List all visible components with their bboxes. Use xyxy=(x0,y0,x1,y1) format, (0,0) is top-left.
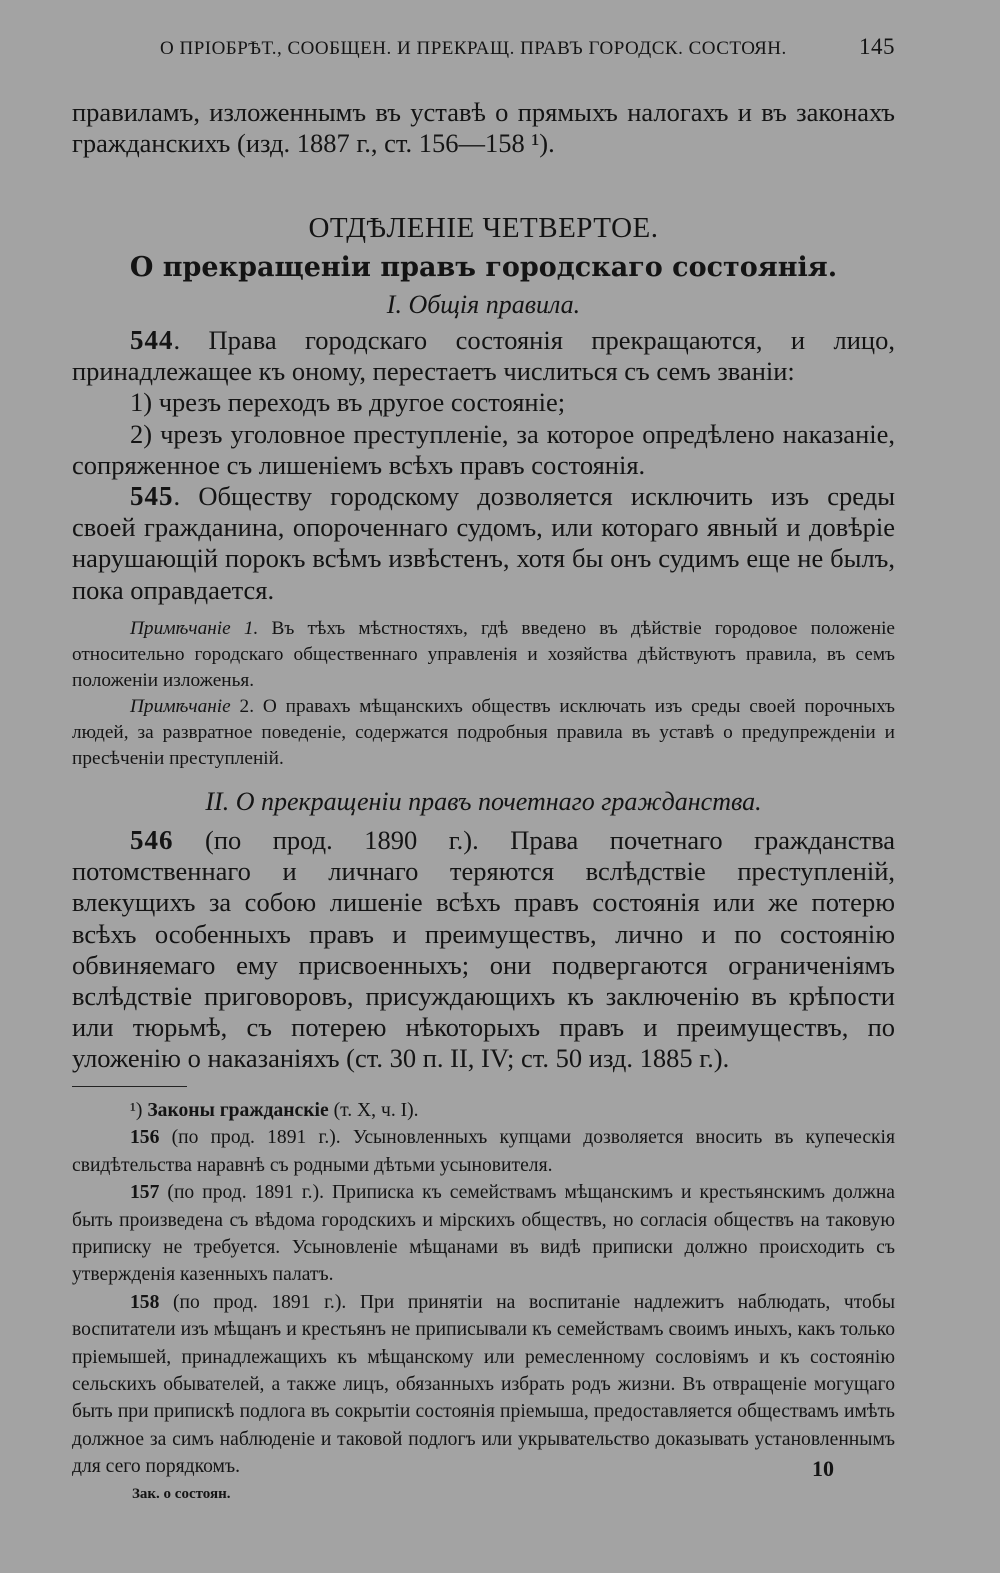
article-545 xyxy=(72,481,895,606)
running-title: О ПРІОБРѢТ., СООБЩЕН. И ПРЕКРАЩ. ПРАВЪ ГОРОДСК. СОСТОЯН. xyxy=(160,38,787,59)
note-text: Въ тѣхъ мѣстностяхъ, гдѣ введено въ дѣйствіе городовое положеніе относительно городскаго общественнаго управленія и хозяйства дѣйствуютъ правила, въ семъ положеніи изложенья. xyxy=(72,617,895,691)
sheet-number: 10 xyxy=(812,1456,834,1481)
note-1 xyxy=(72,616,895,694)
main-text xyxy=(72,97,895,1075)
article-544 xyxy=(72,325,895,387)
note-text: 2. О правахъ мѣщанскихъ обществъ исключать изъ среды своей порочныхъ людей, за развратное поведеніе, содержатся подробныя правила въ уставѣ о предупрежденіи и пресѣченіи преступленій. xyxy=(72,695,895,769)
article-544-item-2: 2) чрезъ уголовное преступленіе, за которое опредѣлено наказаніе, сопряженное съ лишеніемъ всѣхъ правъ состоянія. xyxy=(72,418,895,480)
footnote-heading xyxy=(72,1097,895,1124)
article-number: 545 xyxy=(130,481,174,512)
footnote-article-157 xyxy=(72,1179,895,1289)
footnote-article-158 xyxy=(72,1289,895,1481)
footnote-marker: ¹) xyxy=(130,1100,143,1121)
footnote-article-number: 156 xyxy=(130,1127,160,1149)
section-subtitle: О прекращеніи правъ городскаго состоянія. xyxy=(129,251,838,283)
footnote-article-number: 158 xyxy=(130,1291,160,1313)
note-2 xyxy=(72,694,895,772)
footnote-article-number: 157 xyxy=(130,1182,160,1204)
carryover-paragraph: правиламъ, изложеннымъ въ уставѣ о прямыхъ налогахъ и въ законахъ гражданскихъ (изд. 1887 г., ст. 156—158 ¹). xyxy=(72,97,895,159)
footnote-article-text: (по прод. 1891 г.). Приписка къ семействамъ мѣщанскимъ и крестьянскимъ должна быть произведена съ вѣдома городскихъ и мірскихъ обществъ, но согласія обществъ на таковую приписку не требуется. Усыновленіе мѣщанами въ видѣ приписки должно происходить съ утвержденія казенныхъ палатъ. xyxy=(72,1182,895,1286)
footnote-title: Законы гражданскіе xyxy=(147,1100,329,1121)
article-546 xyxy=(72,825,895,1075)
footnote xyxy=(72,1097,895,1481)
footnote-article-156 xyxy=(72,1124,895,1179)
footnote-title-rest: (т. X, ч. I). xyxy=(328,1100,419,1121)
footnote-article-text: (по прод. 1891 г.). При принятіи на воспитаніе надлежитъ наблюдать, чтобы воспитатели изъ мѣщанъ и крестьянъ не приписывали къ семействамъ своимъ иныхъ, какъ только пріемышей, принадлежащихъ къ мѣщанскому или ремесленному сословіямъ и къ состоянію сельскихъ обывателей, а также лицъ, обязанныхъ избрать родъ жизни. Въ отвращеніе могущаго быть при припискѣ подлога въ сокрытіи состоянія пріемыша, предоставляется обществамъ имѣть должное за симъ наблюденіе и таковой подлогъ или укрывательство доказывать установленнымъ для сего порядкомъ. xyxy=(72,1291,895,1478)
article-text: . Обществу городскому дозволяется исключить изъ среды своей гражданина, опороченнаго судомъ, или котораго явный и довѣріе нарушающій порокъ всѣмъ извѣстенъ, хотя бы онъ судимъ еще не былъ, пока оправдается. xyxy=(72,481,895,605)
footnote-divider xyxy=(72,1086,187,1087)
footnote-article-text: (по прод. 1891 г.). Усыновленныхъ купцами дозволяется вносить въ купеческія свидѣтельства наравнѣ съ родными дѣтьми усыновителя. xyxy=(72,1127,895,1176)
section-title: ОТДѢЛЕНІЕ ЧЕТВЕРТОЕ. xyxy=(308,212,659,245)
article-text: (по прод. 1890 г.). Права почетнаго гражданства потомственнаго и личнаго теряются вслѣдствіе преступленій, влекущихъ за собою лишеніе всѣхъ правъ состоянія или же потерю всѣхъ особенныхъ правъ и преимуществъ, лично и по состоянію обвиняемаго ему присвоенныхъ; они подвергаются ограниченіямъ вслѣдствіе приговоровъ, присуждающихъ къ заключенію въ крѣпости или тюрьмѣ, съ потерею нѣкоторыхъ правъ и преимуществъ, по уложенію о наказаніяхъ (ст. 30 п. II, IV; ст. 50 изд. 1885 г.). xyxy=(72,825,895,1074)
page-number: 145 xyxy=(859,34,895,59)
note-label: Примѣчаніе xyxy=(130,695,231,717)
part-heading-2: II. О прекращеніи правъ почетнаго гражданства. xyxy=(205,786,762,816)
part-heading-1: I. Общія правила. xyxy=(386,289,581,319)
running-header xyxy=(160,34,895,60)
article-text: . Права городскаго состоянія прекращаются, и лицо, принадлежащее къ оному, перестаетъ числиться съ семъ званіи: xyxy=(72,325,895,387)
article-number: 546 xyxy=(130,825,174,856)
article-number: 544 xyxy=(130,325,174,356)
article-544-item-1: 1) чрезъ переходъ въ другое состояніе; xyxy=(130,387,566,418)
note-label: Примѣчаніе 1. xyxy=(130,617,259,639)
signature-mark: Зак. о состоян. xyxy=(132,1486,231,1502)
